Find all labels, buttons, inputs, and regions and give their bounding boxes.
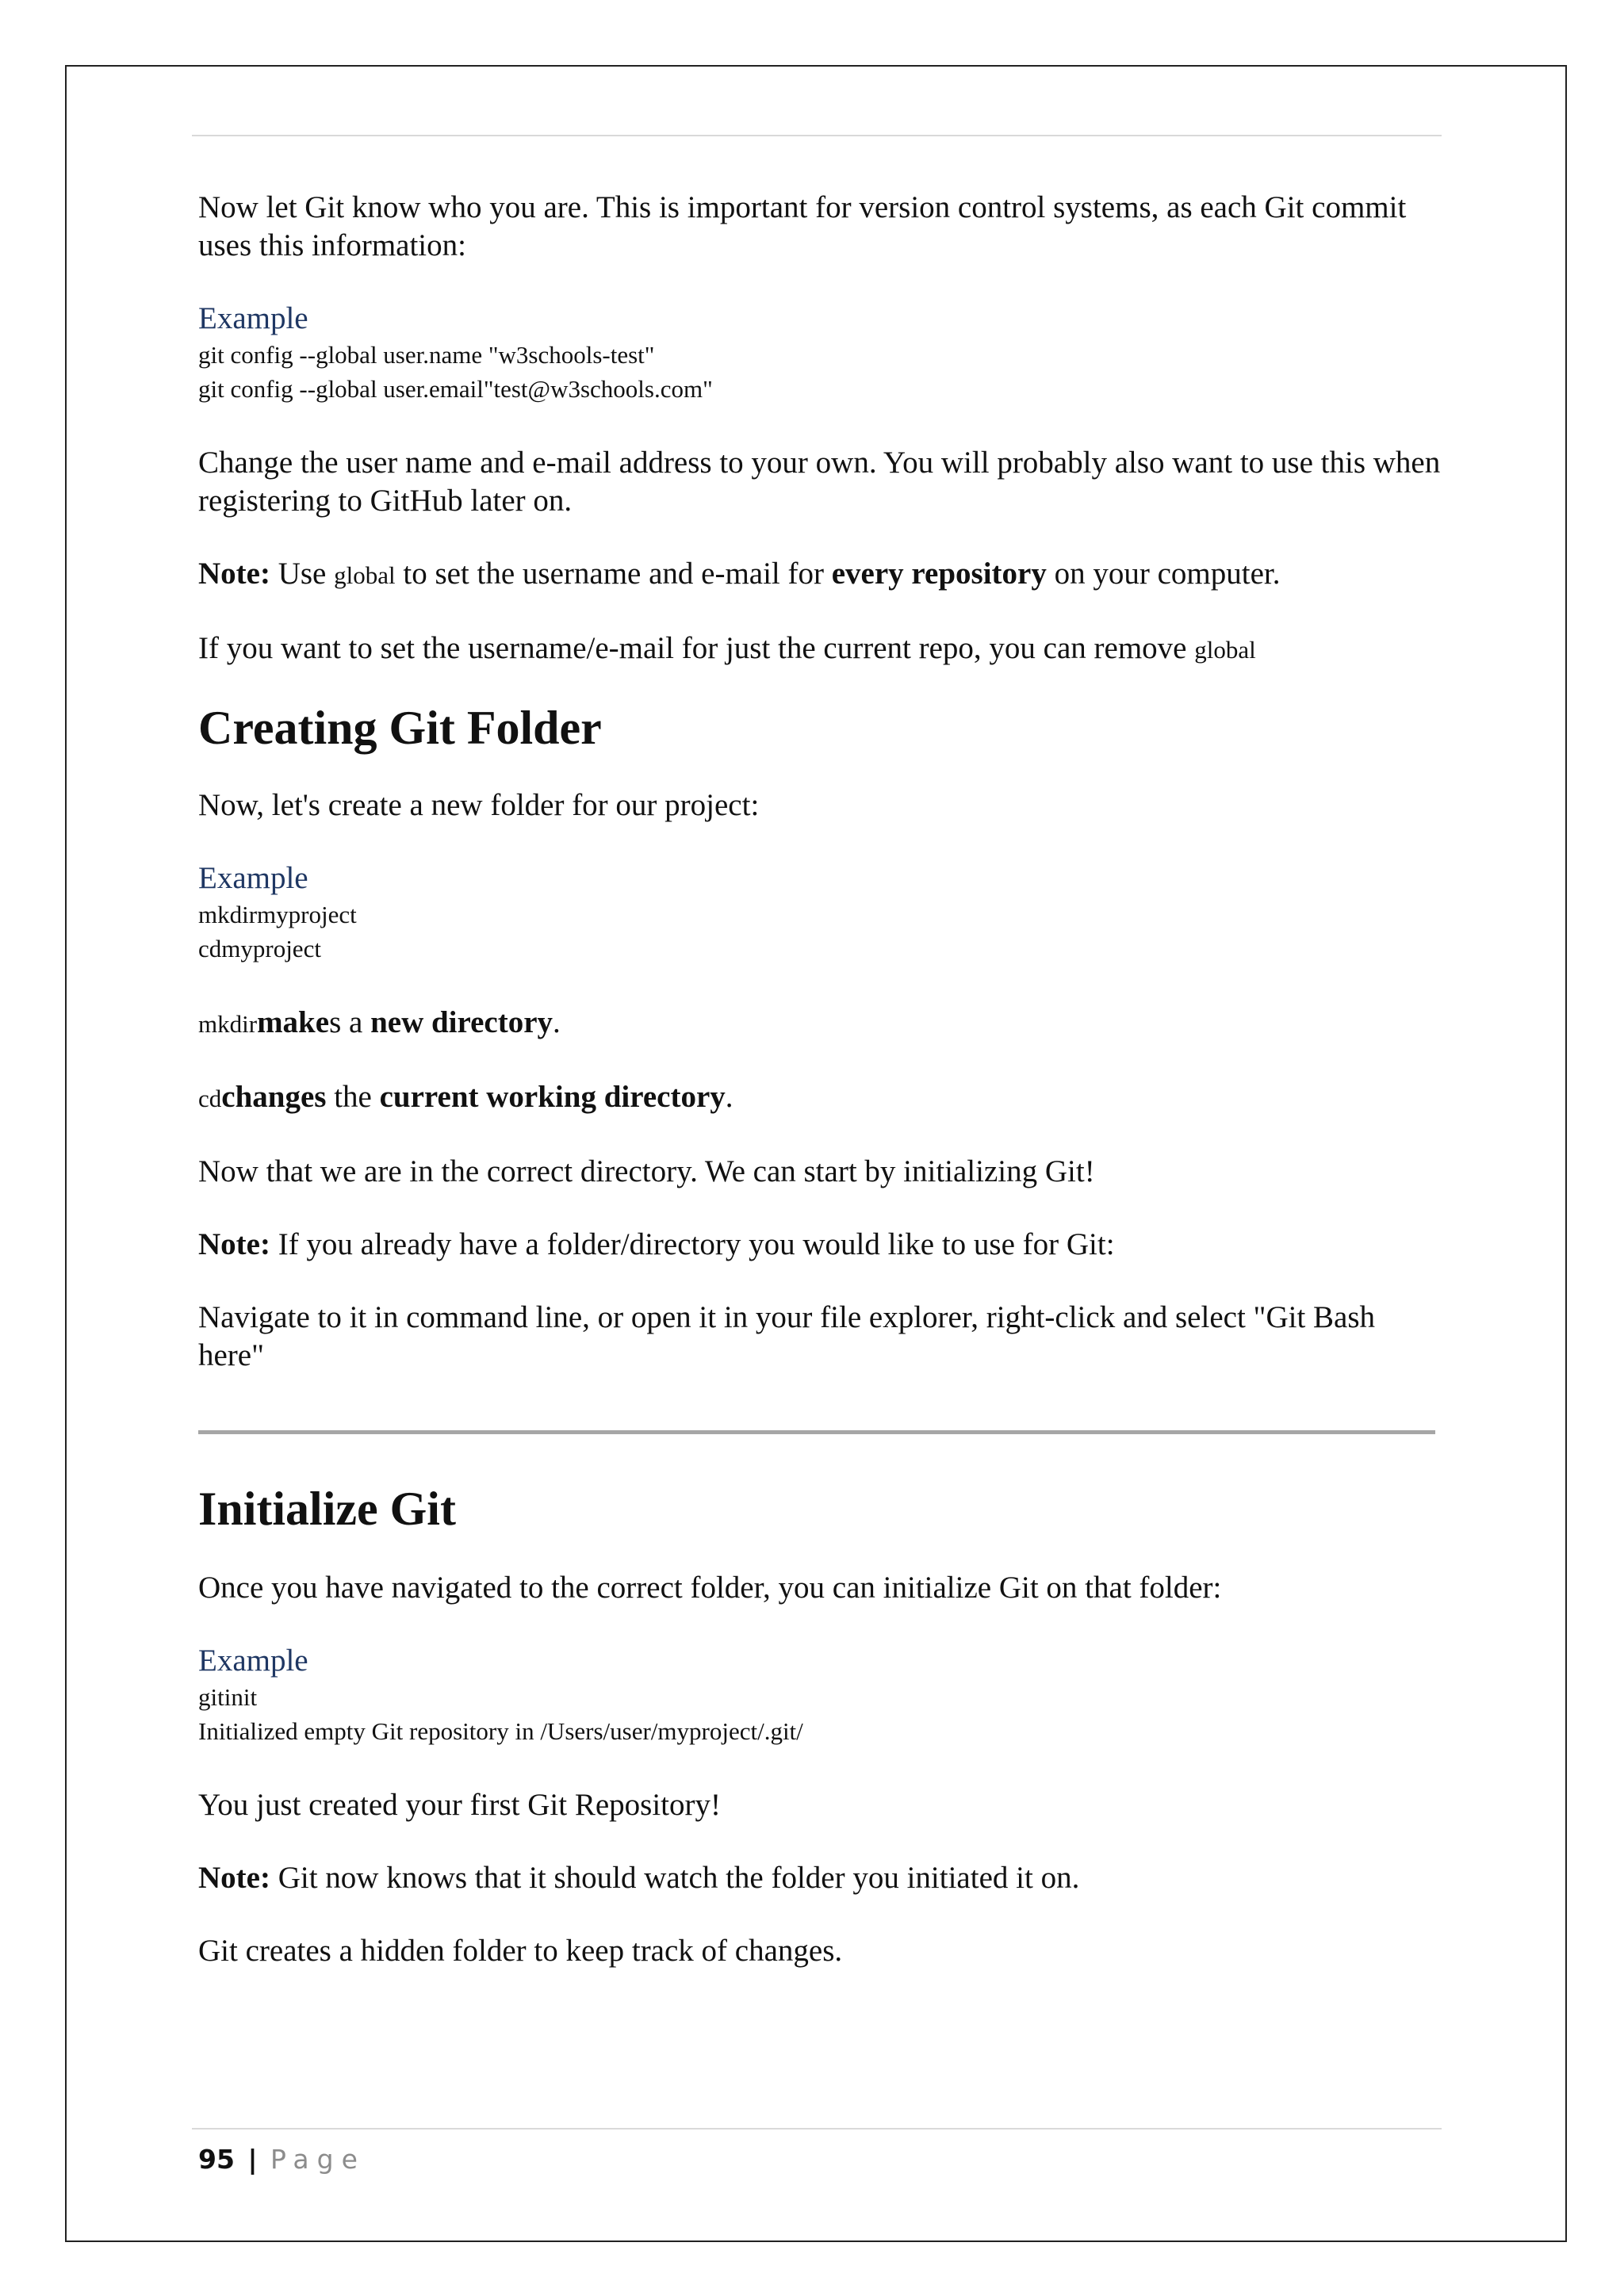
paragraph-text: If you want to set the username/e-mail for just the current repo, you can remove (198, 631, 1195, 665)
code-line: mkdirmyproject (198, 901, 357, 928)
cd-explanation (198, 1078, 1443, 1118)
inline-code: global (1194, 636, 1256, 664)
code-line: git config --global user.email"test@w3schools.com" (198, 375, 713, 403)
initialize-paragraph: Once you have navigated to the correct folder, you can initialize Git on that folder: (198, 1571, 1222, 1605)
note-text: If you already have a folder/directory you would like to use for Git: (270, 1227, 1115, 1261)
code-line: cdmyproject (198, 935, 321, 962)
correct-directory-paragraph: Now that we are in the correct directory. We can start by initializing Git! (198, 1154, 1095, 1188)
page-footer (198, 2144, 366, 2175)
code-line: git config --global user.name "w3schools-test" (198, 341, 655, 369)
first-repo-paragraph: You just created your first Git Repository! (198, 1788, 721, 1822)
heading-creating-git-folder: Creating Git Folder (198, 702, 602, 754)
code-line: Initialized empty Git repository in /Users/user/myproject/.git/ (198, 1717, 803, 1745)
note-label: Note: (198, 1861, 270, 1895)
paragraph-text: s a (329, 1005, 371, 1039)
footer-rule (192, 2128, 1442, 2130)
intro-paragraph: Now let Git know who you are. This is important for version control systems, as each Git commit uses this information: (198, 190, 1407, 262)
bold-text: new directory (370, 1005, 553, 1039)
note-text: Git now knows that it should watch the folder you initiated it on. (270, 1861, 1080, 1895)
paragraph-text: . (725, 1080, 733, 1114)
remove-global-paragraph (198, 629, 1443, 669)
note-label: Note: (198, 557, 270, 591)
heading-initialize-git: Initialize Git (198, 1483, 456, 1535)
bold-text: every repository (831, 557, 1047, 591)
code-example-config (198, 338, 1443, 406)
code-line: gitinit (198, 1683, 258, 1711)
page-content (198, 189, 1443, 1970)
page-word: Page (270, 2144, 366, 2175)
example-label: Example (198, 861, 308, 895)
note-existing-folder-paragraph (198, 1226, 1443, 1264)
code-example-mkdir (198, 897, 1443, 966)
mkdir-explanation (198, 1004, 1443, 1043)
note-watch-paragraph (198, 1859, 1443, 1897)
header-rule (192, 135, 1442, 136)
bold-text: make (257, 1005, 330, 1039)
note-text: Use (270, 557, 335, 591)
inline-code: mkdir (198, 1010, 258, 1038)
note-label: Note: (198, 1227, 270, 1261)
create-folder-paragraph: Now, let's create a new folder for our project: (198, 788, 760, 822)
hidden-folder-paragraph: Git creates a hidden folder to keep track of changes. (198, 1934, 843, 1968)
navigate-paragraph: Navigate to it in command line, or open it in your file explorer, right-click and select "Git Bash here" (198, 1300, 1376, 1372)
code-example-init (198, 1680, 1443, 1748)
inline-code: global (334, 561, 396, 589)
example-label: Example (198, 1644, 308, 1678)
note-global-paragraph (198, 555, 1443, 595)
note-text: on your computer. (1046, 557, 1281, 591)
paragraph-text: the (326, 1080, 380, 1114)
paragraph-text: . (553, 1005, 561, 1039)
bold-text: changes (221, 1080, 327, 1114)
page-number: 95 (198, 2144, 235, 2175)
change-name-paragraph: Change the user name and e-mail address to your own. You will probably also want to use this when registering to GitHub later on. (198, 446, 1441, 518)
note-text: to set the username and e-mail for (395, 557, 832, 591)
section-divider (198, 1430, 1435, 1434)
example-label: Example (198, 301, 308, 335)
footer-separator: | (247, 2144, 258, 2175)
inline-code: cd (198, 1085, 222, 1112)
bold-text: current working directory (379, 1080, 726, 1114)
